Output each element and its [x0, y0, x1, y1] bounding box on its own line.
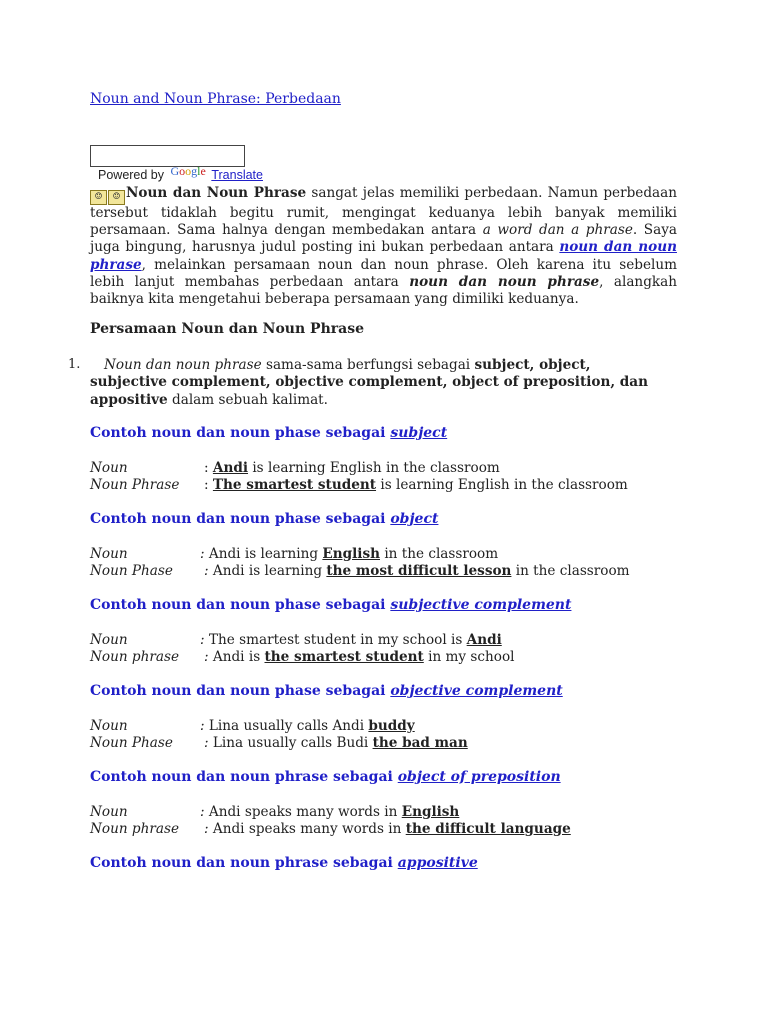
example-heading-text: Contoh noun dan noun phase sebagai: [90, 425, 391, 441]
example-label: Noun: [90, 460, 128, 476]
example-highlight: the smartest student: [264, 649, 424, 665]
example-heading-link[interactable]: object of preposition: [397, 769, 561, 785]
example-sentence: : Andi is the smartest student in my school: [204, 649, 515, 665]
example-highlight: The smartest student: [212, 477, 377, 493]
example-label: Noun: [90, 632, 128, 648]
translate-select-box[interactable]: [90, 145, 245, 167]
example-sentence: : Andi is learning English in the classroom: [204, 460, 500, 476]
section-heading: Persamaan Noun dan Noun Phrase: [90, 321, 364, 337]
list-item: Noun dan noun phrase sama-sama berfungsi sebagai subject, object, subjective complement, objective complement, object of preposition, dan appositive dalam sebuah kalimat.: [90, 357, 648, 408]
example-label: Noun Phase: [90, 735, 173, 751]
example-label: Noun: [90, 718, 128, 734]
example-highlight: English: [322, 546, 380, 562]
example-heading-text: Contoh noun dan noun phrase sebagai: [90, 855, 398, 871]
list-number: 1.: [68, 357, 81, 372]
example-heading-text: Contoh noun dan noun phase sebagai: [90, 511, 391, 527]
example-highlight: the bad man: [372, 735, 468, 751]
example-sentence: : Andi is learning the most difficult lesson in the classroom: [204, 563, 630, 579]
emoticon-icon: ☺: [108, 190, 125, 205]
example-highlight: Andi: [466, 632, 502, 648]
translate-attribution: [98, 164, 263, 183]
example-sentence: : Lina usually calls Andi buddy: [200, 718, 415, 734]
powered-by-label: Powered by: [98, 168, 165, 182]
intro-lead: Noun dan Noun Phrase: [126, 185, 307, 201]
example-sentence: : Lina usually calls Budi the bad man: [204, 735, 468, 751]
example-heading-text: Contoh noun dan noun phrase sebagai: [90, 769, 398, 785]
post-title-link[interactable]: Noun and Noun Phrase: Perbedaan: [90, 91, 341, 107]
example-heading-link[interactable]: objective complement: [390, 683, 563, 699]
noun-phrase-link[interactable]: noun dan noun phrase: [90, 239, 677, 273]
example-heading: [90, 597, 571, 613]
intro-paragraph: ☺ ☺ Noun dan Noun Phrase sangat jelas memiliki perbedaan. Namun perbedaan tersebut tidaklah begitu rumit, mengingat keduanya lebih banyak memiliki persamaan. Sama halnya dengan membedakan antara a word dan a phrase. Saya juga bingung, harusnya judul posting ini bukan perbedaan antara noun dan noun phrase, melainkan persamaan noun dan noun phrase. Oleh karena itu sebelum lebih lanjut membahas perbedaan antara noun dan noun phrase, alangkah baiknya kita mengetahui beberapa persamaan yang dimiliki keduanya.: [90, 185, 678, 308]
example-heading: [90, 855, 478, 871]
example-heading: [90, 683, 563, 699]
example-heading-text: Contoh noun dan noun phase sebagai: [90, 683, 391, 699]
example-highlight: English: [401, 804, 460, 820]
example-highlight: Andi: [212, 460, 249, 476]
example-label: Noun Phase: [90, 563, 173, 579]
example-heading-link[interactable]: object: [390, 511, 439, 527]
example-heading: [90, 769, 561, 785]
example-heading: [90, 511, 438, 527]
example-sentence: : Andi is learning English in the classroom: [200, 546, 499, 562]
example-sentence: : The smartest student in my school is Andi: [200, 632, 502, 648]
translate-link[interactable]: Translate: [211, 168, 263, 182]
example-label: Noun: [90, 546, 128, 562]
example-heading-link[interactable]: subjective complement: [390, 597, 572, 613]
example-sentence: : Andi speaks many words in English: [200, 804, 460, 820]
example-label: Noun Phrase: [90, 477, 180, 493]
example-highlight: the difficult language: [405, 821, 571, 837]
example-sentence: : The smartest student is learning English in the classroom: [204, 477, 628, 493]
example-label: Noun: [90, 804, 128, 820]
google-logo: Google: [170, 164, 206, 178]
example-heading: [90, 425, 447, 441]
example-highlight: the most difficult lesson: [326, 563, 512, 579]
example-sentence: : Andi speaks many words in the difficult language: [204, 821, 571, 837]
emoticon-icon: ☺: [90, 190, 107, 205]
example-heading-text: Contoh noun dan noun phase sebagai: [90, 597, 391, 613]
example-label: Noun phrase: [90, 821, 179, 837]
example-label: Noun phrase: [90, 649, 179, 665]
example-highlight: buddy: [368, 718, 415, 734]
example-heading-link[interactable]: subject: [390, 425, 448, 441]
example-heading-link[interactable]: appositive: [397, 855, 478, 871]
